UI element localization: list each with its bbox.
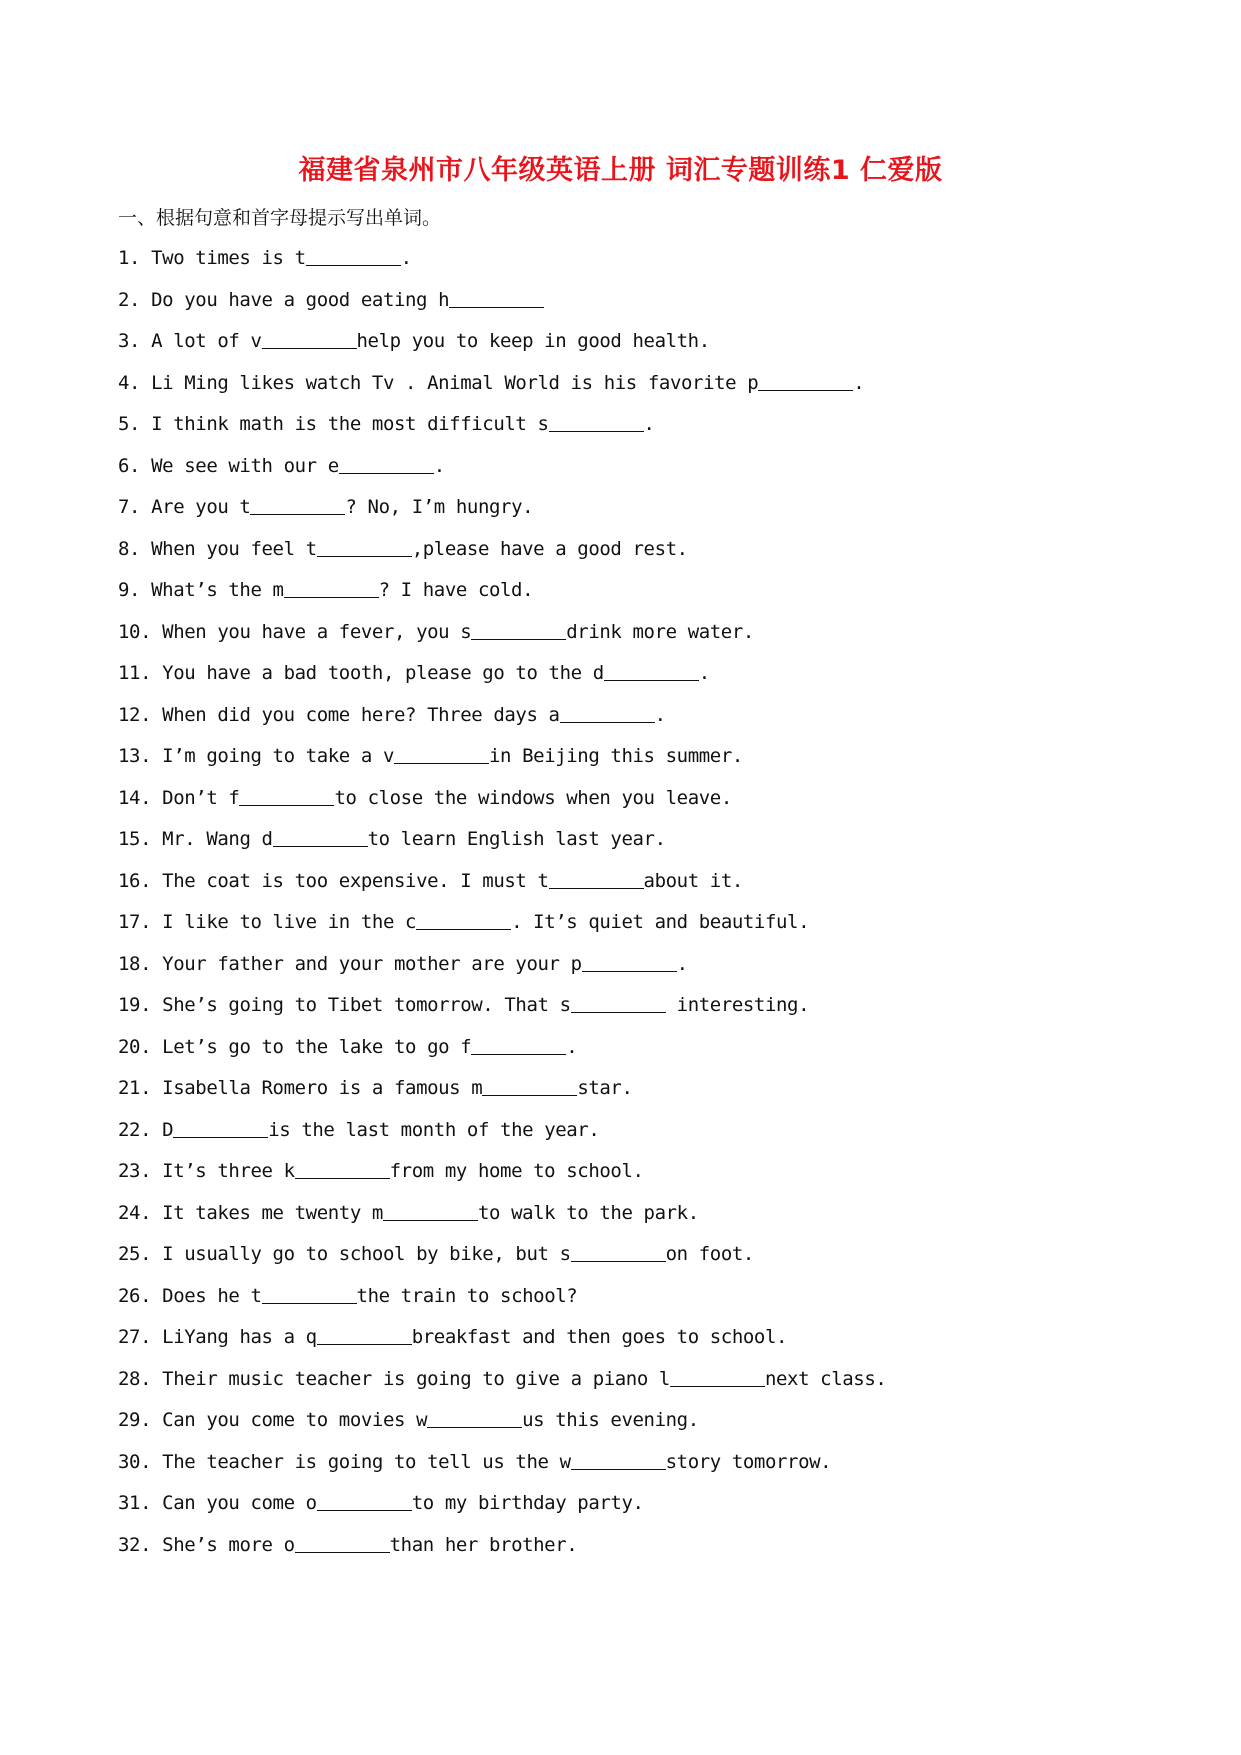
answer-blank[interactable] <box>250 492 345 515</box>
item-number: 9. <box>118 579 141 601</box>
exercise-item <box>118 866 1118 908</box>
item-text-before: When you have a fever, you s <box>162 620 472 643</box>
answer-blank[interactable] <box>670 1364 765 1387</box>
item-text-before: I like to live in the c <box>162 911 417 933</box>
item-number: 5. <box>118 413 141 435</box>
item-number: 17. <box>118 911 152 933</box>
answer-blank[interactable] <box>471 1032 566 1055</box>
exercise-item <box>118 1073 1118 1115</box>
item-text-after: us this evening. <box>522 1409 699 1431</box>
answer-blank[interactable] <box>427 1405 522 1428</box>
answer-blank[interactable] <box>317 534 412 557</box>
exercise-item <box>118 1364 1118 1406</box>
item-number: 14. <box>118 786 152 809</box>
exercise-item <box>118 1032 1118 1074</box>
answer-blank[interactable] <box>317 1322 412 1345</box>
item-text-before: She’s more o <box>162 1533 295 1556</box>
item-text-before: You have a bad tooth, please go to the d <box>162 662 604 684</box>
item-text-before: Are you t <box>151 496 251 518</box>
exercise-item <box>118 949 1118 991</box>
item-text-before: The teacher is going to tell us the w <box>162 1450 571 1473</box>
item-text-before: Your father and your mother are your p <box>162 952 582 975</box>
exercise-item <box>118 1239 1118 1281</box>
exercise-item <box>118 617 1118 659</box>
item-number: 18. <box>118 952 152 975</box>
item-text-before: Mr. Wang d <box>162 828 273 850</box>
item-text-before: She’s going to Tibet tomorrow. That s <box>162 994 571 1016</box>
answer-blank[interactable] <box>239 783 334 806</box>
item-text-after: . <box>400 247 412 269</box>
section-heading: 一、根据句意和首字母提示写出单词。 <box>118 207 442 229</box>
item-number: 25. <box>118 1243 152 1265</box>
item-number: 27. <box>118 1326 152 1348</box>
exercise-item <box>118 1447 1118 1489</box>
item-text-after: to walk to the park. <box>477 1201 699 1224</box>
item-text-before: Can you come to movies w <box>162 1409 428 1431</box>
item-text-after: star. <box>577 1077 633 1099</box>
item-text-before: I’m going to take a v <box>162 745 394 767</box>
item-number: 16. <box>118 869 152 892</box>
item-text-after: . <box>698 662 710 684</box>
item-text-before: LiYang has a q <box>162 1326 317 1348</box>
item-number: 21. <box>118 1077 152 1099</box>
item-number: 26. <box>118 1284 152 1307</box>
item-number: 20. <box>118 1035 152 1058</box>
item-text-before: Isabella Romero is a famous m <box>162 1077 483 1099</box>
answer-blank[interactable] <box>173 1115 268 1138</box>
item-text-after: on foot. <box>665 1243 754 1265</box>
item-number: 6. <box>118 454 141 477</box>
answer-blank[interactable] <box>482 1073 577 1096</box>
exercise-item <box>118 534 1118 576</box>
item-number: 1. <box>118 247 141 269</box>
exercise-list <box>118 243 1118 1571</box>
item-number: 12. <box>118 703 152 726</box>
item-text-before: Two times is t <box>151 247 306 269</box>
item-number: 30. <box>118 1450 152 1473</box>
exercise-item <box>118 741 1118 783</box>
exercise-item <box>118 1488 1118 1530</box>
item-text-before: Can you come o <box>162 1492 317 1514</box>
item-number: 10. <box>118 620 152 643</box>
exercise-item <box>118 907 1118 949</box>
answer-blank[interactable] <box>383 1198 478 1221</box>
item-text-after: ,please have a good rest. <box>411 537 688 560</box>
item-number: 22. <box>118 1118 152 1141</box>
answer-blank[interactable] <box>295 1530 390 1553</box>
answer-blank[interactable] <box>284 575 379 598</box>
answer-blank[interactable] <box>394 741 489 764</box>
item-text-after: help you to keep in good health. <box>356 330 710 352</box>
exercise-item <box>118 1198 1118 1240</box>
item-number: 4. <box>118 371 141 394</box>
answer-blank[interactable] <box>571 1239 666 1262</box>
item-text-after: to learn English last year. <box>367 828 666 850</box>
item-text-before: Do you have a good eating h <box>151 288 450 311</box>
exercise-item <box>118 492 1118 534</box>
item-text-after: from my home to school. <box>389 1160 644 1182</box>
answer-blank[interactable] <box>471 617 566 640</box>
item-text-before: When you feel t <box>151 537 317 560</box>
answer-blank[interactable] <box>306 243 401 266</box>
answer-blank[interactable] <box>317 1488 412 1511</box>
answer-blank[interactable] <box>549 866 644 889</box>
item-text-before: It takes me twenty m <box>162 1201 383 1224</box>
exercise-item <box>118 1281 1118 1323</box>
item-number: 32. <box>118 1533 152 1556</box>
answer-blank[interactable] <box>416 907 511 930</box>
item-number: 24. <box>118 1201 152 1224</box>
item-text-before: The coat is too expensive. I must t <box>162 869 549 892</box>
item-number: 8. <box>118 537 141 560</box>
item-text-before: I think math is the most difficult s <box>151 413 549 435</box>
exercise-item <box>118 1156 1118 1198</box>
answer-blank[interactable] <box>339 451 434 474</box>
exercise-item <box>118 990 1118 1032</box>
item-text-before: It’s three k <box>162 1160 295 1182</box>
item-text-before: Don’t f <box>162 786 240 809</box>
answer-blank[interactable] <box>604 658 699 681</box>
exercise-item <box>118 1115 1118 1157</box>
item-text-after: ? No, I’m hungry. <box>345 496 534 518</box>
answer-blank[interactable] <box>582 949 677 972</box>
item-number: 13. <box>118 745 152 767</box>
exercise-item <box>118 658 1118 700</box>
exercise-item <box>118 824 1118 866</box>
answer-blank[interactable] <box>571 1447 666 1470</box>
item-text-before: What’s the m <box>151 579 284 601</box>
item-text-before: When did you come here? Three days a <box>162 703 560 726</box>
item-text-after: to close the windows when you leave. <box>334 786 732 809</box>
item-text-after: ? I have cold. <box>378 579 534 601</box>
item-text-after: . <box>853 371 865 394</box>
item-number: 15. <box>118 828 152 850</box>
item-text-before: Li Ming likes watch Tv . Animal World is his favorite p <box>151 371 759 394</box>
exercise-item <box>118 451 1118 493</box>
answer-blank[interactable] <box>262 326 357 349</box>
exercise-item <box>118 575 1118 617</box>
item-text-after: . <box>654 703 666 726</box>
item-text-after: story tomorrow. <box>665 1450 832 1473</box>
exercise-item <box>118 285 1118 327</box>
item-text-after: . <box>433 454 445 477</box>
item-text-before: We see with our e <box>151 454 339 477</box>
exercise-item <box>118 783 1118 825</box>
item-text-before: A lot of v <box>151 330 262 352</box>
item-text-after: . <box>676 952 688 975</box>
item-number: 28. <box>118 1367 152 1390</box>
item-text-after: in Beijing this summer. <box>489 745 743 767</box>
answer-blank[interactable] <box>273 824 368 847</box>
answer-blank[interactable] <box>449 285 544 308</box>
exercise-item <box>118 1405 1118 1447</box>
item-number: 7. <box>118 496 141 518</box>
item-text-after: than her brother. <box>389 1533 578 1556</box>
answer-blank[interactable] <box>560 700 655 723</box>
item-text-after: . <box>643 413 655 435</box>
item-text-after: interesting. <box>665 994 810 1016</box>
exercise-item <box>118 326 1118 368</box>
answer-blank[interactable] <box>295 1156 390 1179</box>
item-text-after: is the last month of the year. <box>268 1118 600 1141</box>
exercise-item <box>118 243 1118 285</box>
item-text-after: to my birthday party. <box>411 1492 644 1514</box>
item-text-before: Does he t <box>162 1284 262 1307</box>
item-number: 31. <box>118 1492 152 1514</box>
item-text-after: the train to school? <box>356 1284 578 1307</box>
answer-blank[interactable] <box>758 368 853 391</box>
item-text-before: Let’s go to the lake to go f <box>162 1035 472 1058</box>
item-text-before: Their music teacher is going to give a piano l <box>162 1367 670 1390</box>
item-number: 19. <box>118 994 152 1016</box>
answer-blank[interactable] <box>571 990 666 1013</box>
exercise-item <box>118 1530 1118 1572</box>
exercise-item <box>118 409 1118 451</box>
item-number: 23. <box>118 1160 152 1182</box>
item-text-after: breakfast and then goes to school. <box>411 1326 788 1348</box>
item-text-before: I usually go to school by bike, but s <box>162 1243 571 1265</box>
item-text-before: D <box>162 1118 174 1141</box>
item-text-after: about it. <box>643 869 743 892</box>
item-number: 2. <box>118 288 141 311</box>
item-text-after: next class. <box>764 1367 887 1390</box>
exercise-item <box>118 700 1118 742</box>
exercise-item <box>118 368 1118 410</box>
document-title: 福建省泉州市八年级英语上册 词汇专题训练1 仁爱版 <box>298 155 943 186</box>
answer-blank[interactable] <box>262 1281 357 1304</box>
item-text-after: . It’s quiet and beautiful. <box>511 911 810 933</box>
exercise-item <box>118 1322 1118 1364</box>
answer-blank[interactable] <box>549 409 644 432</box>
item-text-after: . <box>566 1035 578 1058</box>
item-number: 29. <box>118 1409 152 1431</box>
item-text-after: drink more water. <box>566 620 754 643</box>
item-number: 11. <box>118 662 152 684</box>
item-number: 3. <box>118 330 141 352</box>
